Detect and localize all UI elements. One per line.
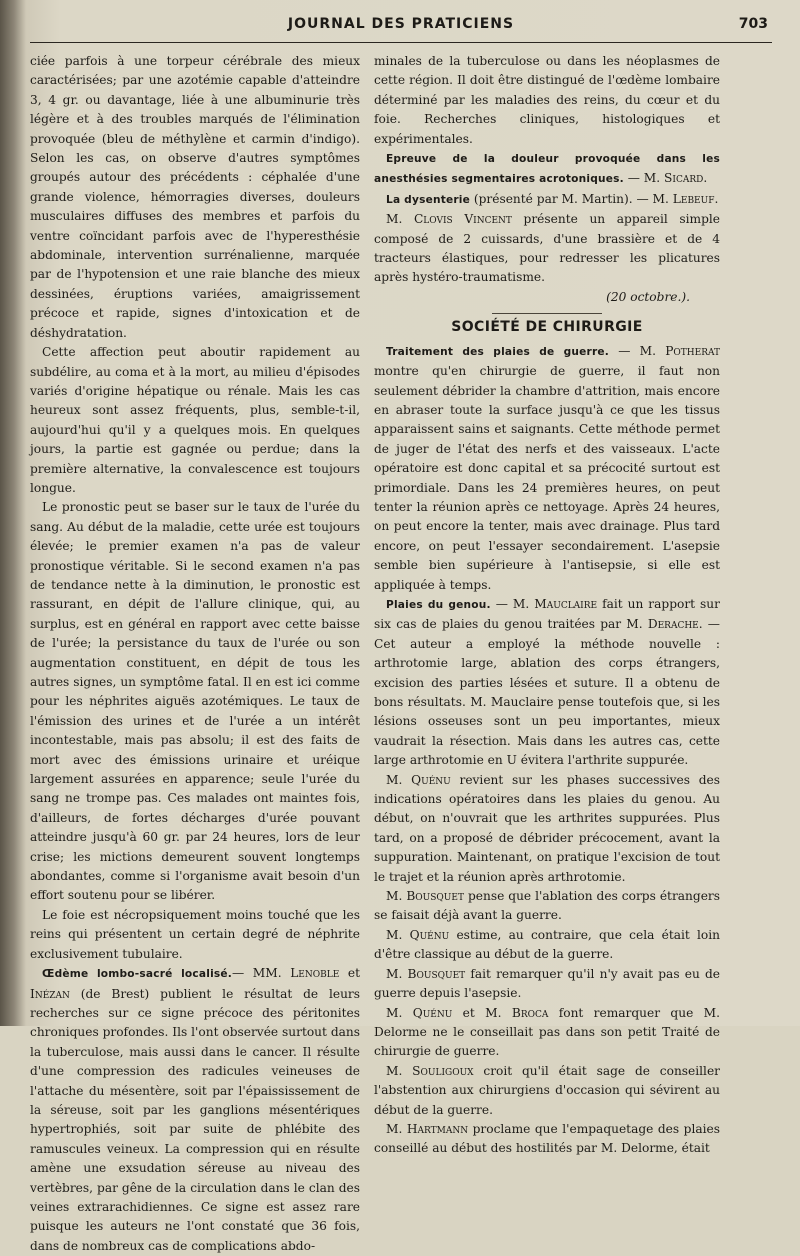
text-span: M. <box>386 1063 413 1078</box>
text-span: et M. <box>452 1005 512 1020</box>
page-header <box>30 12 772 43</box>
paragraph: Le pronostic peut se baser sur le taux de l'urée du sang. Au début de la maladie, cette urée est toujours élevée; le premier examen n'a pas de valeur pronostique véritable. Si le second examen n'a pas de tendance nette à la diminution, le pronostic est rassurant, en dépit de l'allure clinique, qui, au surplus, est en général en rapport avec cette baisse de l'urée; la persistance du taux de l'urée ou son augmentation constituent, en dépit de tous les autres signes, un symptôme fatal. Il en est ici comme pour les néphrites aiguës azotémiques. Le taux de l'émission des urines et de l'urée a un intérêt incontestable, mais pas absolu; il est des faits de mort avec des émissions urinaire et uréique largement assurées en apparence; seule l'urée du sang ne trompe pas. Ces malades ont maintes fois, d'ailleurs, de fortes décharges d'urée pouvant atteindre jusqu'à 60 gr. par 24 heures, lors de leur crise; les mictions demeurent souvent longtemps abondantes, comme si l'organisme avait besoin d'un effort soutenu pour se libérer. <box>30 500 360 903</box>
text-span: montre qu'en chirurgie de guerre, il faut non seulement débrider la chambre d'attrition, mais encore en abraser toute la surface jusqu'à ce que les tissus apparaissent sains et saignants. Cette méthode permet de juger de l'état des nerfs et des vaisseaux. L'acte opératoire est donc capital et sa précocité surtout est primordiale. Dans les 24 premières heures, on peut tenter la réunion après ce nettoyage. Après 24 heures, on peut encore la tenter, mais avec drainage. Plus tard encore, on peut l'essayer secondairement. L'asepsie semble bien supérieure à l'antisepsie, si elle est appliquée à temps. <box>374 364 720 592</box>
author-name: Lebeuf <box>672 191 715 206</box>
text-span: — M. <box>609 343 666 358</box>
paragraph <box>374 149 720 190</box>
paragraph <box>374 1004 720 1062</box>
section-title: SOCIÉTÉ DE CHIRURGIE <box>451 319 643 336</box>
paragraph <box>374 210 720 288</box>
paragraph: Cette affection peut aboutir rapidement au subdélire, au coma et à la mort, au milieu d'épisodes variés d'origine hépatique ou rénale. Mais les cas heureux sont assez fréquents, plus, semble-t-il, aujourd'hui qu'il y a quelques mois. En quelques jours, la partie est gagnée ou perdue; dans la première alternative, la convalescence est toujours longue. <box>30 345 360 495</box>
paragraph: minales de la tuberculose ou dans les néoplasmes de cette région. Il doit être distingué de l'œdème lombaire déterminé par les maladies des reins, du cœur et du foie. Recherches cliniques, histologiques et expérimentales. <box>374 54 720 146</box>
text-span: M. <box>386 212 414 227</box>
text-span: . <box>703 171 708 186</box>
paragraph <box>30 964 360 1256</box>
text-span: M. <box>386 1005 413 1020</box>
text-span: (présenté par M. Martin). — M. <box>470 191 673 206</box>
paragraph <box>374 190 720 210</box>
author-name: Mauclaire <box>534 596 598 611</box>
text-span: présente un appareil simple composé de 2 cuissards, d'une brassière et de 4 tracteurs élastiques, pour redresser les plicatures après hystéro-traumatisme. <box>374 212 720 285</box>
paragraph <box>374 771 720 887</box>
author-name: Potherat <box>665 343 721 358</box>
author-name: Bousquet <box>406 889 464 904</box>
paragraph <box>374 342 720 595</box>
author-name: Quénu <box>409 927 450 942</box>
text-span: M. <box>386 966 408 981</box>
separator-rule <box>492 313 602 314</box>
paragraph <box>374 1120 720 1159</box>
paragraph <box>374 926 720 965</box>
rubric-heading: Epreuve de la douleur provoquée dans les anesthésies segmentaires acrotoniques. <box>374 153 720 186</box>
left-column <box>30 52 360 1256</box>
paragraph <box>374 595 720 771</box>
paragraph: ciée parfois à une torpeur cérébrale des mieux caractérisées; par une azotémie capable d'atteindre 3, 4 gr. ou davantage, liée à une albuminurie très légère et à des troubles marqués de l'élimination provoquée (bleu de méthylène et carmin d'indigo). Selon les cas, on observe d'autres symptômes groupés autour des précédents : céphalée d'une grande violence, hémorragies diverses, douleurs musculaires diffuses des membres et parfois du ventre coïncidant parfois avec de l'hyperesthésie abdominale, intervention surrénalienne, marquée par de l'hypotension et une raie blanche des mieux dessinées, éruptions variées, amaigrissement précoce et rapide, signes d'intoxication et de déshydratation. <box>30 54 360 340</box>
text-span: croit qu'il était sage de conseiller l'abstention aux chirurgiens d'occasion qui sévirent au début de la guerre. <box>374 1063 720 1117</box>
text-span: — MM. <box>232 966 291 981</box>
paragraph <box>374 965 720 1004</box>
author-name: Broca <box>511 1005 549 1020</box>
text-span: fait un rapport sur six cas de plaies du genou traitées par M. <box>374 596 720 632</box>
text-span: estime, au contraire, que cela était loin d'être classique au début de la guerre. <box>374 927 721 962</box>
right-column <box>374 52 720 1159</box>
author-name: Hartmann <box>406 1121 469 1136</box>
text-span: . <box>714 191 719 206</box>
text-span: fait remarquer qu'il n'y avait pas eu de guerre depuis l'asepsie. <box>374 966 720 1001</box>
rubric-heading: Traitement des plaies de guerre. <box>386 345 609 358</box>
text-span: (de Brest) publient le résultat de leurs recherches sur ce signe précoce des péritonites chroniques profondes. Ils l'ont observée surtout dans la tuberculose, mais aussi dans le cancer. Il résulte d'une compression des radicules veineuses de l'attache du mésentère, soit par l'épaississement de la séreuse, soit par les ganglions mésentériques hypertrophiés, soit par suite de phlébite des ramuscules veineux. La compression qui en résulte amène une exsudation séreuse au niveau des vertèbres, par gêne de la circulation dans le clan des veines extrarachidiennes. Ce signe est assez rare puisque les auteurs ne l'ont constaté que 36 fois, dans de nombreux cas de complications abdo- <box>30 986 360 1253</box>
rubric-heading: La dysenterie <box>386 193 470 206</box>
text-span: M. <box>386 772 412 787</box>
rubric-heading: Plaies du genou. <box>386 598 491 611</box>
paragraph: Le foie est nécropsiquement moins touché que les reins qui présentent un certain degré de néphrite exclusivement tubulaire. <box>30 907 360 961</box>
text-span: et <box>339 966 360 981</box>
author-name: Derache <box>647 617 699 632</box>
text-span: revient sur les phases successives des indications opératoires dans les plaies du genou. Au début, on n'ouvrait que les arthrites suppurées. Plus tard, on a proposé de débrider précocement, avant la suppuration. Maintenant, on pratique l'excision de tout le trajet et la réunion après arthrotomie. <box>374 772 720 884</box>
session-date: (20 octobre.). <box>606 289 690 304</box>
paragraph <box>374 887 720 926</box>
author-name: Quénu <box>412 1005 453 1020</box>
author-name: Souligoux <box>412 1063 474 1078</box>
author-name: Quénu <box>411 772 451 787</box>
page-number: 703 <box>738 16 768 32</box>
author-name: Sicard <box>664 171 704 186</box>
author-name: Bousquet <box>407 966 466 981</box>
author-name: Inézan <box>30 986 70 1001</box>
paragraph <box>374 1062 720 1120</box>
author-name: Lenoble <box>290 966 340 981</box>
text-span: — M. <box>490 596 535 611</box>
text-span: — M. <box>623 171 665 186</box>
author-name: Clovis Vincent <box>413 212 512 227</box>
text-span: M. <box>386 1121 407 1136</box>
running-title: JOURNAL DES PRATICIENS <box>287 16 515 32</box>
text-span: font remarquer que M. Delorme ne le conseillait pas dans son petit Traité de chirurgie de guerre. <box>374 1005 720 1059</box>
text-span: . — Cet auteur a employé la méthode nouvelle : arthrotomie large, ablation des corps étrangers, excision des parties lésées et suture. Il a obtenu de bons résultats. M. Mauclaire pense toutefois que, si les lésions osseuses sont un peu importantes, mieux vaudrait la résection. Mais dans les autres cas, cette large arthrotomie en U évitera l'arthrite suppurée. <box>374 617 720 768</box>
text-span: M. <box>386 889 407 904</box>
rubric-heading: Œdème lombo-sacré localisé. <box>42 968 233 981</box>
text-span: M. <box>386 927 410 942</box>
text-span: proclame que l'empaquetage des plaies conseillé au début des hostilités par M. Delorme, était <box>374 1121 720 1156</box>
text-span: pense que l'ablation des corps étrangers se faisait déjà avant la guerre. <box>374 889 720 923</box>
